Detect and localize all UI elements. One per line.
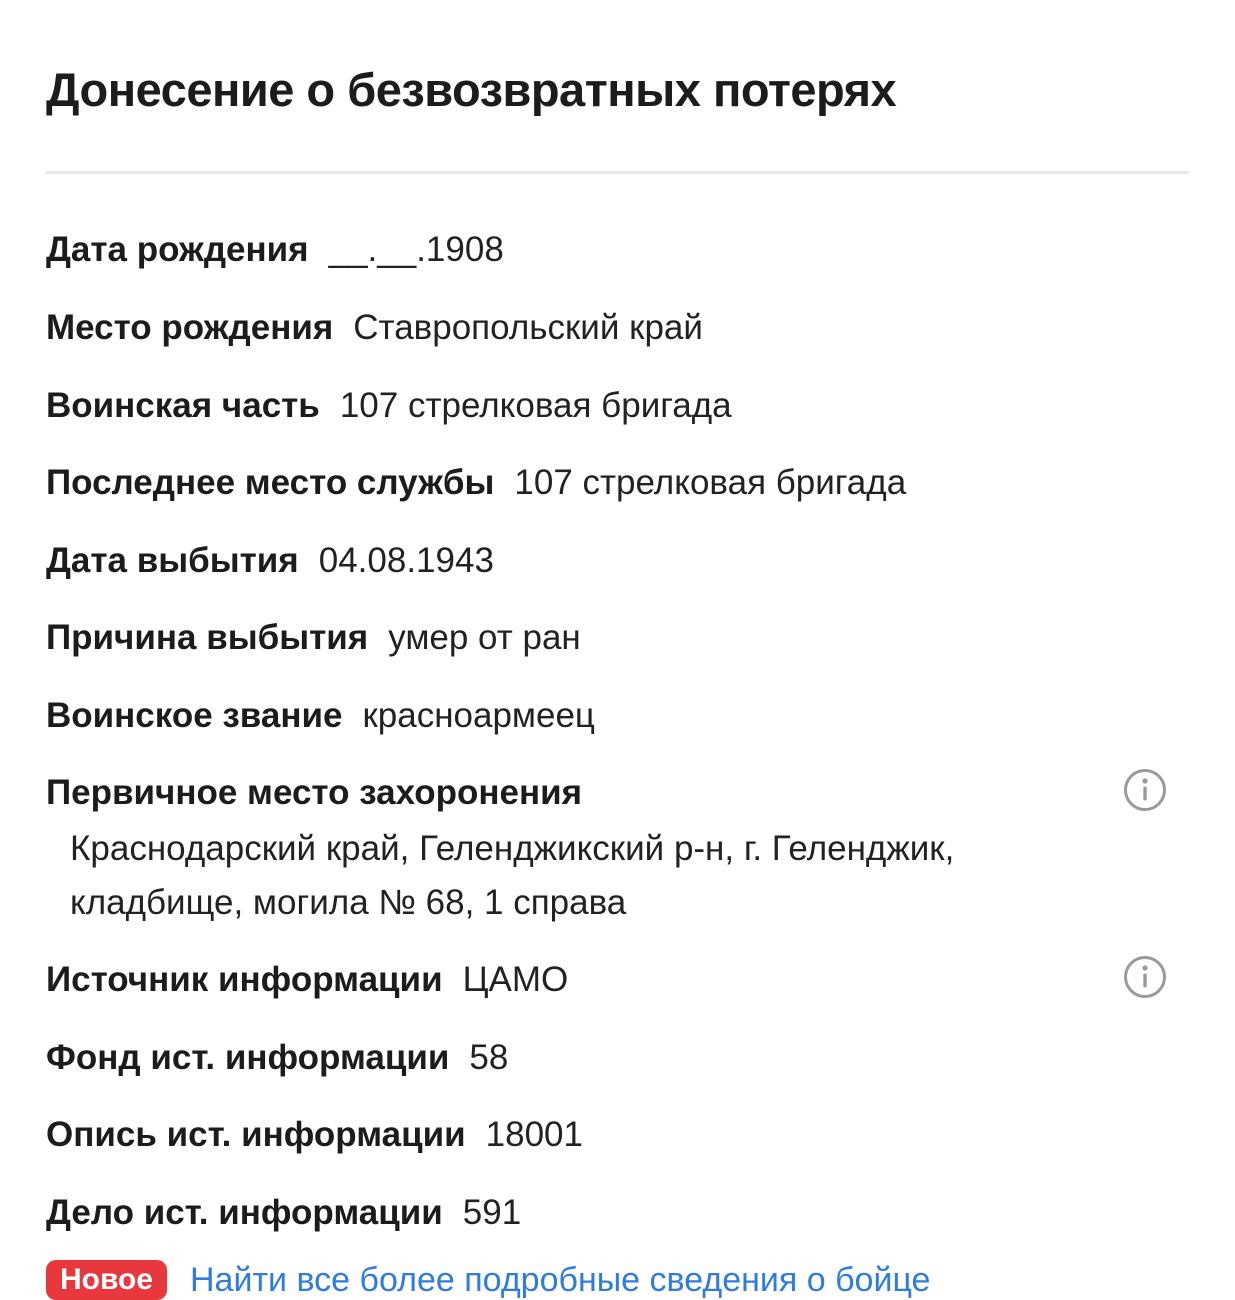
field-value: 18001 — [485, 1115, 583, 1154]
field-value: 591 — [462, 1193, 522, 1232]
info-icon — [1123, 955, 1167, 999]
burial-line-1: Краснодарский край, Геленджикский р-н, г. Геленджик, — [70, 829, 955, 868]
field-value: ЦАМО — [462, 960, 569, 999]
field-inventory — [46, 1113, 1189, 1157]
field-label: Опись ист. информации — [46, 1115, 466, 1154]
new-badge: Новое — [46, 1260, 167, 1300]
info-icon — [1123, 768, 1167, 812]
field-value: 58 — [469, 1038, 509, 1077]
field-source — [46, 958, 1189, 1002]
field-value: красноармеец — [362, 696, 595, 735]
field-value: 107 стрелковая бригада — [339, 386, 732, 425]
field-label: Воинское звание — [46, 696, 343, 735]
record-card — [46, 0, 1189, 1299]
field-value: __.__.1908 — [328, 230, 504, 269]
field-departure-date — [46, 539, 1189, 583]
field-value: 107 стрелковая бригада — [514, 463, 907, 502]
field-rank — [46, 694, 1189, 738]
field-value: Ставропольский край — [353, 308, 703, 347]
source-info-icon[interactable] — [1123, 955, 1167, 999]
field-last-service — [46, 461, 1189, 505]
details-link[interactable]: Найти все более подробные сведения о бойце — [190, 1261, 931, 1299]
burial-place-value — [70, 822, 1110, 930]
field-fund — [46, 1036, 1189, 1080]
page-title: Донесение о безвозвратных потерях — [46, 63, 897, 116]
field-label: Причина выбытия — [46, 618, 369, 657]
field-label: Дата выбытия — [46, 541, 299, 580]
field-departure-reason — [46, 616, 1189, 660]
field-birth-place — [46, 306, 1189, 350]
field-label: Воинская часть — [46, 386, 320, 425]
field-birth-date — [46, 228, 1189, 272]
field-value: 04.08.1943 — [318, 541, 494, 580]
title-divider — [46, 171, 1189, 174]
field-label: Первичное место захоронения — [46, 773, 583, 812]
field-value: умер от ран — [388, 618, 581, 657]
field-label: Место рождения — [46, 308, 334, 347]
field-label: Фонд ист. информации — [46, 1038, 450, 1077]
field-case — [46, 1191, 1189, 1235]
field-burial — [46, 771, 1189, 815]
field-label: Дата рождения — [46, 230, 309, 269]
burial-info-icon[interactable] — [1123, 768, 1167, 812]
field-label: Последнее место службы — [46, 463, 495, 502]
bottom-promo — [46, 1260, 1189, 1300]
field-label: Источник информации — [46, 960, 443, 999]
burial-line-2: кладбище, могила № 68, 1 справа — [70, 883, 627, 922]
field-military-unit — [46, 384, 1189, 428]
field-label: Дело ист. информации — [46, 1193, 443, 1232]
